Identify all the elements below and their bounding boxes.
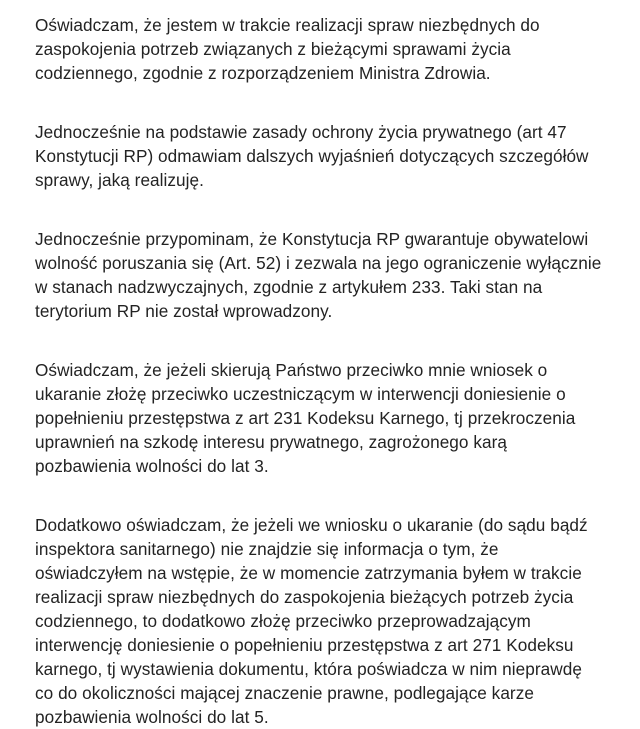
text-line: w stanach nadzwyczajnych, zgodnie z artykułem 233. Taki stan na	[35, 277, 543, 297]
text-line: Oświadczam, że jestem w trakcie realizacji spraw niezbędnych do	[35, 15, 540, 35]
text-line: inspektora sanitarnego) nie znajdzie się informacja o tym, że	[35, 539, 499, 559]
paragraph-constitution	[35, 227, 610, 323]
text-line: co do okoliczności mającej znaczenie prawne, podlegające karze	[35, 683, 534, 703]
text-line: pozbawienia wolności do lat 5.	[35, 707, 269, 727]
text-line: ukaranie złożę przeciwko uczestniczącym w interwencji doniesienie o	[35, 384, 566, 404]
text-line: realizacji spraw niezbędnych do zaspokojenia bieżących potrzeb życia	[35, 587, 574, 607]
text-line: codziennego, to dodatkowo złożę przeciwko przeprowadzającym	[35, 611, 531, 631]
paragraph-art-231	[35, 358, 610, 478]
text-line: Jednocześnie przypominam, że Konstytucja RP gwarantuje obywatelowi	[35, 229, 589, 249]
text-line: interwencję doniesienie o popełnieniu przestępstwa z art 271 Kodeksu	[35, 635, 574, 655]
text-line: Oświadczam, że jeżeli skierują Państwo przeciwko mnie wniosek o	[35, 360, 548, 380]
paragraph-art-271	[35, 513, 610, 729]
text-line: wolność poruszania się (Art. 52) i zezwala na jego ograniczenie wyłącznie	[35, 253, 602, 273]
text-line: zaspokojenia potrzeb związanych z bieżącymi sprawami życia	[35, 39, 511, 59]
text-line: sprawy, jaką realizuję.	[35, 170, 204, 190]
paragraph-privacy	[35, 120, 610, 192]
text-line: codziennego, zgodnie z rozporządzeniem Ministra Zdrowia.	[35, 63, 491, 83]
text-line: Dodatkowo oświadczam, że jeżeli we wniosku o ukaranie (do sądu bądź	[35, 515, 588, 535]
text-line: uprawnień na szkodę interesu prywatnego, zagrożonego karą	[35, 432, 507, 452]
text-line: karnego, tj wystawienia dokumentu, która poświadcza w nim nieprawdę	[35, 659, 582, 679]
text-line: terytorium RP nie został wprowadzony.	[35, 301, 333, 321]
paragraph-statement	[35, 13, 610, 85]
text-line: Konstytucji RP) odmawiam dalszych wyjaśnień dotyczących szczegółów	[35, 146, 589, 166]
text-line: Jednocześnie na podstawie zasady ochrony życia prywatnego (art 47	[35, 122, 567, 142]
text-line: oświadczyłem na wstępie, że w momencie zatrzymania byłem w trakcie	[35, 563, 582, 583]
text-line: popełnieniu przestępstwa z art 231 Kodeksu Karnego, tj przekroczenia	[35, 408, 576, 428]
text-line: pozbawienia wolności do lat 3.	[35, 456, 269, 476]
